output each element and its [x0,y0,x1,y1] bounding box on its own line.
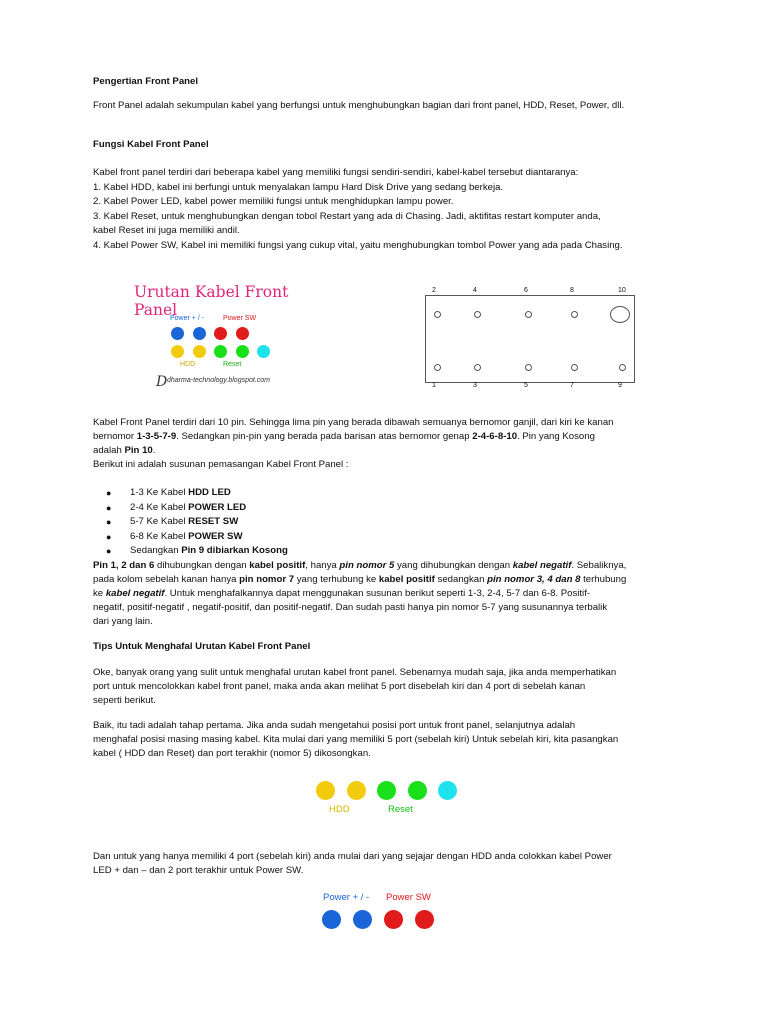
pin-number: 3 [473,382,477,389]
figure-power [318,890,448,932]
polarity-line: Pin 1, 2 dan 6 dihubungkan dengan kabel positif, hanya pin nomor 5 yang dihubungkan dengan kabel negatif. Sebaliknya, [93,560,627,571]
tips-line: seperti berikut. [93,695,156,706]
pins-line: Berikut ini adalah susunan pemasangan Kabel Front Panel : [93,459,349,470]
pins-line: adalah Pin 10. [93,445,156,456]
polarity-line: negatif, positif-negatif , negatif-positif, dan positif-negatif. Dan sudah pasti hanya pin nomor 5-7 yang susunannya terbalik [93,602,608,613]
pin-green [408,781,427,800]
pins-line: bernomor 1-3-5-7-9. Sedangkan pin-pin yang berada pada barisan atas bernomor genap 2-4-6-8-10. Pin yang Kosong [93,431,595,442]
pin-hole [474,311,481,318]
pin-number: 9 [618,382,622,389]
polarity-line: ke kabel negatif. Untuk menghafalkannya dapat menggunakan susunan berikut seperti 1-3, 2-4, 5-7 dan 6-8. Positif- [93,588,591,599]
fungsi-intro: Kabel front panel terdiri dari beberapa kabel yang memiliki fungsi sendiri-sendiri, kabel-kabel tersebut diantaranya: [93,167,579,178]
polarity-line: dari yang lain. [93,616,153,627]
pin-number: 7 [570,382,574,389]
label-reset: Reset [388,804,413,815]
tips-line: kabel ( HDD dan Reset) dan port terakhir (nomor 5) dikosongkan. [93,748,371,759]
bullet-icon: ● [106,531,112,542]
polarity-line: pada kolom sebelah kanan hanya pin nomor 7 yang terhubung ke kabel positif sedangkan pin nomor 3, 4 dan 8 terhubung [93,574,627,585]
fungsi-item: 4. Kabel Power SW, Kabel ini memiliki fungsi yang cukup vital, yaitu menghubungkan tombol Power yang ada pada Chasing. [93,240,623,251]
pin-cyan [257,345,270,358]
pin-red [415,910,434,929]
label-hdd: HDD [329,804,350,815]
pin-blue [193,327,206,340]
pin-number: 1 [432,382,436,389]
fungsi-item: 3. Kabel Reset, untuk menghubungkan dengan tobol Restart yang ada di Chasing. Jadi, aktifitas restart komputer anda, [93,211,601,222]
pin-hole [571,311,578,318]
pin-hole [434,311,441,318]
pins-line: Kabel Front Panel terdiri dari 10 pin. Sehingga lima pin yang berada dibawah semuanya bernomor ganjil, dari kiri ke kanan [93,417,614,428]
pin-yellow [316,781,335,800]
pin-green [214,345,227,358]
pin-number: 4 [473,287,477,294]
pin-number: 10 [618,287,626,294]
pin-yellow [171,345,184,358]
pin-number: 5 [524,382,528,389]
list-item: ● 5-7 Ke Kabel RESET SW [93,515,683,530]
pin-assignment-list [93,486,683,559]
figure-front-panel-colors [130,278,290,393]
list-item: ● Sedangkan Pin 9 dibiarkan Kosong [93,544,683,559]
pin-hole [525,364,532,371]
pin-yellow [193,345,206,358]
label-hdd: HDD [180,361,196,368]
pin-hole [619,364,626,371]
pin-cyan [438,781,457,800]
tips-line: menghafal posisi masing masing kabel. Kita mulai dari yang memiliki 5 port (sebelah kiri) Untuk sebelah kiri, kita pasangkan [93,734,619,745]
bullet-icon: ● [106,546,112,557]
label-power: Power + / - [170,315,205,322]
pin-hole [434,364,441,371]
bullet-icon: ● [106,488,112,498]
bullet-icon: ● [106,502,112,513]
label-power-sw: Power SW [223,315,257,322]
tips-line: port untuk mencolokkan kabel front panel, maka anda akan melihat 5 port disebelah kiri dan 4 port di sebelah kanan [93,681,586,692]
pin-blue [353,910,372,929]
pin-number: 2 [432,287,436,294]
intro-paragraph: Front Panel adalah sekumpulan kabel yang berfungsi untuk menghubungkan bagian dari front panel, HDD, Reset, Power, dll. [93,100,625,111]
tips-line: Dan untuk yang hanya memiliki 4 port (sebelah kiri) anda mulai dari yang sejajar dengan HDD anda colokkan kabel Power [93,851,612,862]
pin-red [236,327,249,340]
label-power: Power + / - [323,892,370,903]
pin-number: 6 [524,287,528,294]
figure-hdd-reset [312,778,462,818]
fungsi-item: 2. Kabel Power LED, kabel power memiliki fungsi untuk menghidupkan lampu power. [93,196,454,207]
list-item: ● 6-8 Ke Kabel POWER SW [93,530,683,545]
pin-number: 8 [570,287,574,294]
label-reset: Reset [223,361,242,368]
pin-red [384,910,403,929]
list-item: ● 1-3 Ke Kabel HDD LED [93,486,683,501]
pin-header-box [425,295,635,383]
fungsi-item: 1. Kabel HDD, kabel ini berfungi untuk menyalakan lampu Hard Disk Drive yang sedang berkeja. [93,182,504,193]
watermark-text: dharma-technology.blogspot.com [167,377,270,384]
pin-blue [171,327,184,340]
pin-hole [525,311,532,318]
watermark-logo-icon: D [156,374,168,390]
tips-line: LED + dan – dan 2 port terakhir untuk Power SW. [93,865,304,876]
figure-title: Urutan Kabel Front Panel [134,283,289,319]
pin-hole-key [610,306,630,323]
pin-red [214,327,227,340]
heading-tips: Tips Untuk Menghafal Urutan Kabel Front Panel [93,641,311,652]
tips-line: Oke, banyak orang yang sulit untuk menghafal urutan kabel front panel. Sebenarnya mudah saja, jika anda memperhatikan [93,667,617,678]
heading-fungsi: Fungsi Kabel Front Panel [93,139,209,150]
fungsi-item: kabel Reset ini juga memiliki andil. [93,225,240,236]
pin-blue [322,910,341,929]
pin-hole [474,364,481,371]
tips-line: Baik, itu tadi adalah tahap pertama. Jika anda sudah mengetahui posisi port untuk front panel, selanjutnya adalah [93,720,576,731]
label-power-sw: Power SW [386,892,431,903]
pin-yellow [347,781,366,800]
list-item: ● 2-4 Ke Kabel POWER LED [93,501,683,516]
heading-pengertian: Pengertian Front Panel [93,76,199,87]
pin-green [377,781,396,800]
pin-hole [571,364,578,371]
bullet-icon: ● [106,517,112,528]
figure-pin-header [422,287,637,392]
pin-green [236,345,249,358]
